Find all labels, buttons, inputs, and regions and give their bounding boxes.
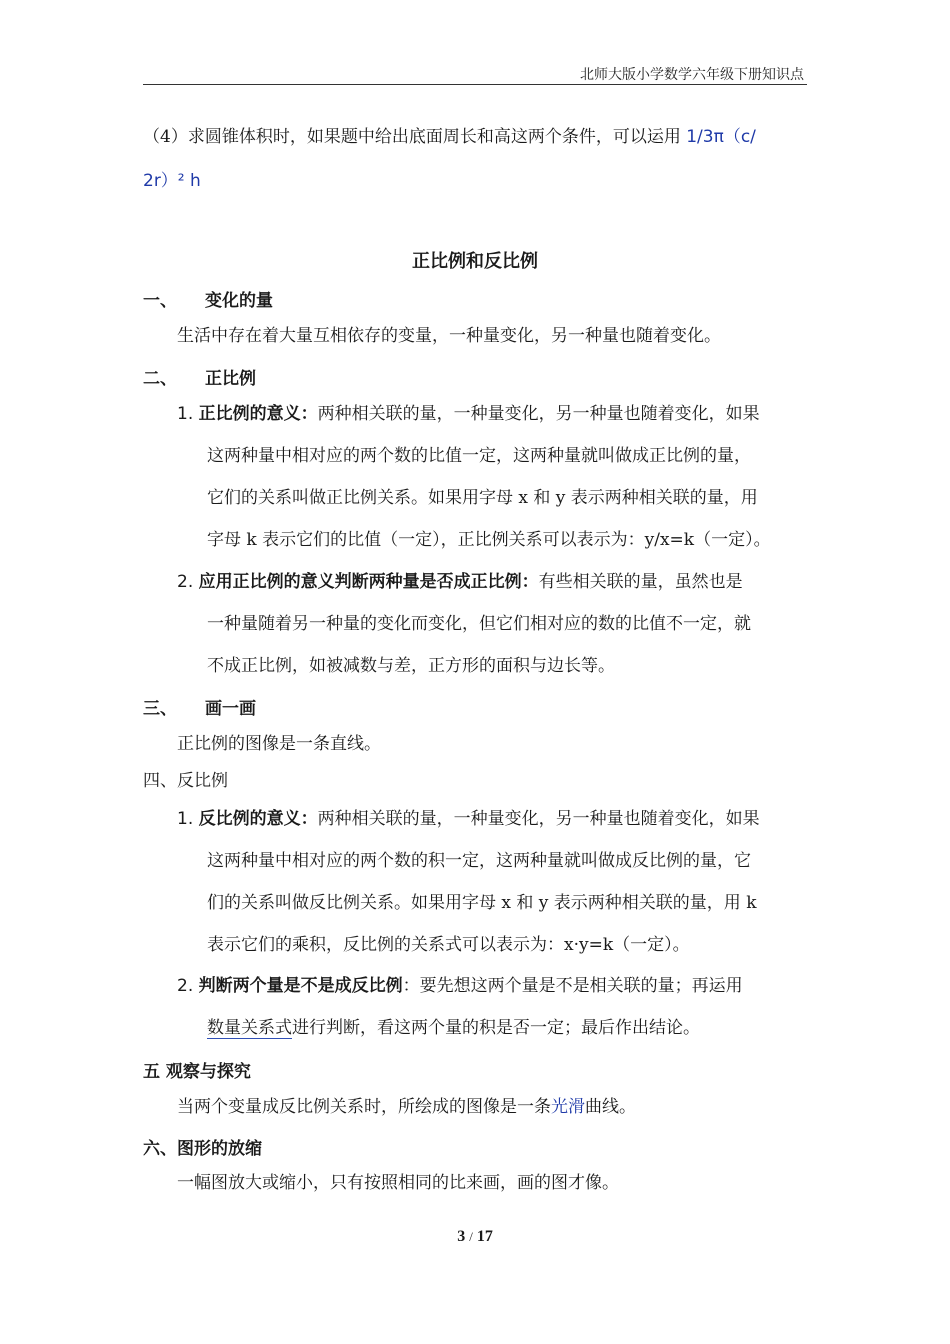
smooth-link[interactable]: 光滑 xyxy=(551,1097,585,1117)
heading-3-body: 正比例的图像是一条直线。 xyxy=(177,734,381,754)
heading-4: 四、反比例 xyxy=(143,771,228,791)
page-number: 3 / 17 xyxy=(457,1228,493,1245)
item-4-1-line-2: 这两种量中相对应的两个数的积一定，这两种量就叫做成反比例的量，它 xyxy=(207,851,751,871)
item-4-1-line-1: 1. 反比例的意义：两种相关联的量，一种量变化，另一种量也随着变化，如果 xyxy=(177,809,760,829)
heading-2-title: 正比例 xyxy=(205,369,256,389)
item-2-2-line-1: 2. 应用正比例的意义判断两种量是否成正比例：有些相关联的量，虽然也是 xyxy=(177,572,743,592)
heading-6: 六、图形的放缩 xyxy=(143,1139,262,1159)
running-header: 北师大版小学数学六年级下册知识点 xyxy=(580,67,804,83)
item-4-2-term: 判断两个量是不是成反比例 xyxy=(198,976,403,996)
header-rule xyxy=(143,84,807,85)
quantity-relation-link[interactable]: 数量关系式 xyxy=(207,1018,292,1038)
item-2-2-line-2: 一种量随着另一种量的变化而变化，但它们相对应的数的比值不一定，就 xyxy=(207,614,751,634)
item-4-2-line-1: 2. 判断两个量是不是成反比例：要先想这两个量是不是相关联的量；再运用 xyxy=(177,976,743,996)
heading-1-body: 生活中存在着大量互相依存的变量，一种量变化，另一种量也随着变化。 xyxy=(177,326,721,346)
item-4-1-line-3: 们的关系叫做反比例关系。如果用字母 x 和 y 表示两种相关联的量，用 k xyxy=(207,893,757,913)
heading-3-number: 三、 xyxy=(143,699,177,719)
heading-2 xyxy=(143,364,256,389)
item-4-1-term: 反比例的意义： xyxy=(198,809,318,829)
section-title: 正比例和反比例 xyxy=(412,251,538,272)
item-2-1-line-4: 字母 k 表示它们的比值（一定），正比例关系可以表示为：y/x=k（一定）。 xyxy=(207,530,771,550)
item-4-1-line-4: 表示它们的乘积，反比例的关系式可以表示为：x·y=k（一定）。 xyxy=(207,935,690,955)
heading-5-body: 当两个变量成反比例关系时，所绘成的图像是一条光滑曲线。 xyxy=(177,1097,636,1117)
item-2-2-term: 应用正比例的意义判断两种量是否成正比例： xyxy=(198,572,539,592)
formula-part-1: 1/3π（c/ xyxy=(686,127,756,147)
item-2-1-term: 正比例的意义： xyxy=(198,404,318,424)
item-2-2-line-3: 不成正比例，如被减数与差，正方形的面积与边长等。 xyxy=(207,656,615,676)
heading-3 xyxy=(143,694,256,719)
heading-1-number: 一、 xyxy=(143,291,177,311)
intro-text: （4）求圆锥体积时，如果题中给出底面周长和高这两个条件，可以运用 xyxy=(143,127,687,147)
item-4-2-line-2: 数量关系式进行判断，看这两个量的积是否一定；最后作出结论。 xyxy=(207,1018,700,1038)
item-2-1-line-3: 它们的关系叫做正比例关系。如果用字母 x 和 y 表示两种相关联的量，用 xyxy=(207,488,758,508)
heading-5: 五 观察与探究 xyxy=(143,1062,251,1082)
heading-1-title: 变化的量 xyxy=(205,291,273,311)
heading-2-number: 二、 xyxy=(143,369,177,389)
heading-6-body: 一幅图放大或缩小，只有按照相同的比来画，画的图才像。 xyxy=(177,1173,619,1193)
item-2-1-line-1: 1. 正比例的意义：两种相关联的量，一种量变化，另一种量也随着变化，如果 xyxy=(177,404,760,424)
heading-3-title: 画一画 xyxy=(205,699,256,719)
heading-1 xyxy=(143,286,273,311)
item-2-1-line-2: 这两种量中相对应的两个数的比值一定，这两种量就叫做成正比例的量， xyxy=(207,446,751,466)
formula-part-2: 2r）² h xyxy=(143,171,201,191)
intro-line-1 xyxy=(143,126,756,148)
